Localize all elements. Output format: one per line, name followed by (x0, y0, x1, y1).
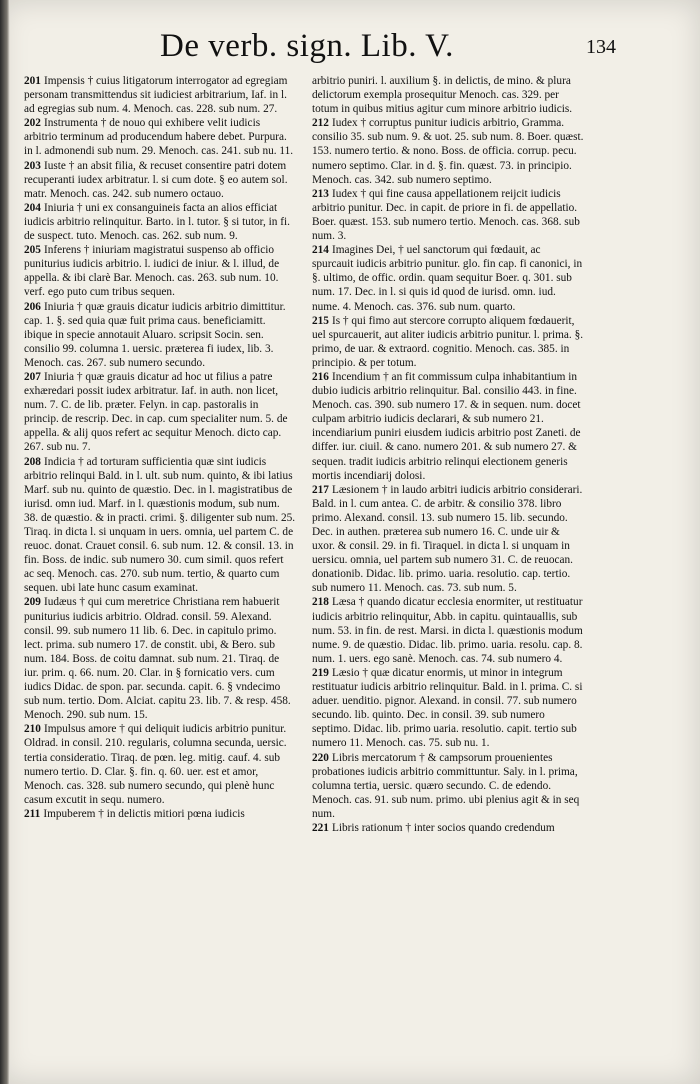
index-entry (312, 116, 584, 186)
entry-number: 202 (24, 117, 41, 130)
index-entry (312, 483, 584, 596)
entry-number: 217 (312, 483, 329, 496)
index-entry (312, 666, 584, 751)
entry-text: arbitrio puniri. l. auxilium §. in delictis, de mino. & plura delictorum exempla prosequitur Menoch. cas. 329. per totum in quibus mitius agitur cum minore arbitrio iudicis. (312, 75, 573, 116)
book-spine-shadow (0, 0, 10, 1084)
entry-number: 214 (312, 244, 329, 257)
index-entry (312, 187, 584, 243)
index-entry (24, 300, 296, 370)
index-entry (24, 807, 296, 821)
entry-number: 213 (312, 187, 329, 200)
index-entry (24, 74, 296, 116)
entry-number: 220 (312, 751, 329, 764)
entry-number: 209 (24, 596, 41, 609)
entry-number: 219 (312, 666, 329, 679)
index-entry (312, 370, 584, 483)
index-entry (312, 751, 584, 821)
entry-text: Iudex † corruptus punitur iudicis arbitrio, Gramma. consilio 35. sub num. 9. & uot. 25. sub num. 8. Boer. quæst. 153. numero tertio. & nono. Boss. de officia. corrup. pecu. numero septimo. Clar. in d. §. fin. quæst. 73. in principio. Menoch. cas. 342. sub numero septimo. (312, 117, 584, 186)
entry-text: Iuste † an absit filia, & recuset consentire patri dotem recuperanti iudex arbitratur. l. si cum dote. § eo autem sol. matr. Menoch. cas. 242. sub numero octauo. (24, 159, 288, 200)
entry-text: Indicia † ad torturam sufficientia quæ sint iudicis arbitrio relinqui Bald. in l. ult. sub num. quinto, & ibi latius Marf. sub nu. quinto de quæstio. Dec. in l. magistratibus de iurisd. omn iud. Marf. in l. quæstionis modum, sub num. 38. de quæstio. & in practi. crimi. §. diligenter sub num. 25. Tiraq. in dicta l. si unquam in uers. omnia, uel partem C. de reuoc. donat. Crauet consil. 6. sub num. 12. & consil. 13. in fin. Boss. de indic. sub numero 30. cum simil. quos refert ac seq. Menoch. cas. 270. sub num. tertio, & quarto cum sequen. ubi late hunc casum examinat. (24, 455, 296, 595)
entry-text: Iniuria † quæ grauis dicatur ad hoc ut filius a patre exhæredari possit iudex arbitratur. Iaf. in auth. non licet, num. 7. C. de lib. præter. Felyn. in cap. pastoralis in princip. de rescrip. Dec. in cap. cum specialiter num. 5. de appella. & alij quos refert ac sequitur Menoch. dicto cap. 267. sub nu. 7. (24, 370, 288, 454)
entry-number: 208 (24, 455, 41, 468)
entry-number: 216 (312, 370, 329, 383)
index-entry (312, 595, 584, 665)
entry-text: Impuberem † in delictis mitiori pœna iudicis (43, 807, 245, 820)
entry-number: 201 (24, 75, 41, 87)
entry-number: 206 (24, 300, 41, 313)
entry-number: 211 (24, 807, 41, 820)
entry-text: Iudæus † qui cum meretrice Christiana rem habuerit puniturius iudicis arbitrio. Oldrad. consil. 59. Alexand. consil. 99. sub numero 11 lib. 6. Dec. in capitulo primo. lect. prima. sub numero 17. de constit. ubi, & Bero. sub num. 184. Boss. de coitu damnat. sub num. 21. Tiraq. de iur. prim. q. 66. num. 20. Clar. in § fornicatio vers. cum iudics Didac. de spon. par. secunda. capit. 6. § vndecimo sub num. tertio. Dom. Alciat. capitu 23. lib. 7. & resp. 458. Menoch. 290. sub num. 15. (24, 596, 291, 722)
entry-text: Impensis † cuius litigatorum interrogator ad egregiam personam transmittendus sit iudiciest arbitrarium, Iaf. in l. ad egregias sub num. 4. Menoch. cas. 228. sub num. 27. (24, 75, 288, 116)
entry-number: 204 (24, 201, 41, 214)
index-entry (312, 821, 584, 835)
entry-text: Imagines Dei, † uel sanctorum qui fœdauit, ac spurcauit iudicis arbitrio punitur. glo. fin cap. fi canonici, in §. ultimo, de offic. ordin. quam sequitur Boer. q. 301. sub num. 17. Dec. in l. si quis id quod de iurisd. omn. iud. nume. 4. Menoch. cas. 376. sub num. quarto. (312, 244, 583, 313)
entry-number: 218 (312, 596, 329, 609)
page-number: 134 (586, 36, 616, 58)
entry-text: Læsio † quæ dicatur enormis, ut minor in integrum restituatur iudicis arbitrio relinquitur. Bald. in l. prima. C. si aduer. uenditio. pignor. Alexand. in consil. 77. sub numero secundo. lib. quinto. Dec. in consil. 39. sub numero septimo. Didac. lib. primo uaria. resolutio. capit. tertio sub numero 11. Menoch. cas. 75. sub nu. 1. (312, 666, 583, 750)
entry-text: Incendium † an fit commissum culpa inhabitantium in dubio iudicis arbitrio relinquitur. Bal. consilio 443. in fine. Menoch. cas. 390. sub numero 17. & in sequen. num. docet culpam arbitrio iudicis declarari, & sub numero 21. incendiarium puniri eiusdem iudicis arbitrio post Zaneti. de differ. iur. ciuil. & cano. numero 201. & sub numero 27. & sequen. tradit iudicis arbitrio relinqui electionem generis mortis incendiarij dolosi. (312, 370, 581, 482)
index-entry (312, 74, 584, 116)
index-entry (24, 243, 296, 299)
entry-text: Iniuria † uni ex consanguineis facta an alios efficiat iudicis arbitrio relinquitur. Barto. in l. tutor. § si tutor, in fi. de suspect. tuto. Menoch. cas. 262. sub num. 9. (24, 201, 290, 243)
entry-number: 203 (24, 159, 41, 172)
entry-text: Libris rationum † inter socios quando credendum (331, 821, 555, 834)
entry-number: 215 (312, 314, 329, 327)
index-entry (24, 370, 296, 455)
index-entry (24, 595, 296, 722)
entry-text: Læsionem † in laudo arbitri iudicis arbitrio considerari. Bald. in l. cum antea. C. de arbitr. & consilio 378. libro primo. Alexand. consil. 13. sub numero 15. lib. secundo. Dec. in authen. præterea sub numero 16. C. unde uir & uxor. & consil. 29. in fi. Tiraquel. in dicta l. si unquam in uersicu. omnia, uel partem sub numero 31. C. de reuocan. donationib. Didac. lib. primo. uaria. resolutio. cap. tertio. sub numero 11. Menoch. cas. 73. sub num. 5. (312, 483, 583, 595)
entry-text: Libris mercatorum † & campsorum prouenientes probationes iudicis arbitrio committuntur. Saly. in l. prima, columna tertia, uersic. quæro secundo. C. de edendo. Menoch. cas. 91. sub num. primo. ubi plenius agit & in seq num. (312, 751, 580, 820)
entry-text: Iudex † qui fine causa appellationem reijcit iudicis arbitrio punitur. Dec. in capit. de priore in fi. de appellatio. Boer. quæst. 153. sub numero tertio. Menoch. cas. 368. sub num. 3. (312, 187, 580, 243)
running-title: De verb. sign. Lib. V. (160, 28, 454, 64)
index-entry (24, 722, 296, 807)
left-column (24, 74, 296, 821)
index-entry (312, 243, 584, 313)
index-entry (24, 455, 296, 596)
entry-text: Iniuria † quæ grauis dicatur iudicis arbitrio dimittitur. cap. 1. §. sed quia quæ fuit prima caus. beneficiamitt. ibique in specie annotauit Aluaro. scripsit Socin. sen. consilio 99. columna 1. uersic. præterea fi iudex, lib. 3. Menoch. cas. 267. sub numero secundo. (24, 300, 286, 369)
index-entry (24, 201, 296, 243)
entry-number: 205 (24, 244, 41, 257)
entry-text: Instrumenta † de nouo qui exhibere velit iudicis arbitrio terminum ad producendum habere debet. Purpura. in l. admonendi sub num. 29. Menoch. cas. 241. sub nu. 11. (24, 117, 294, 158)
entry-number: 221 (312, 821, 329, 834)
entry-number: 210 (24, 723, 41, 736)
index-entry (312, 314, 584, 370)
index-entry (24, 116, 296, 158)
entry-number: 212 (312, 117, 329, 130)
entry-text: Læsa † quando dicatur ecclesia enormiter, ut restituatur iudicis arbitrio relinquitur, Abb. in capitu. quintauallis, sub num. 53. in fin. de rest. Marsi. in dicta l. quæstionis modum nume. 9. de quæstio. Didac. lib. primo. uaria. resolu. cap. 8. num. 1. uers. ego sanè. Menoch. cas. 74. sub numero 4. (312, 596, 583, 665)
entry-number: 207 (24, 370, 41, 383)
right-column (312, 74, 584, 835)
entry-text: Inferens † iniuriam magistratui suspenso ab officio puniturius iudicis arbitrio. l. iudici de iniur. & l. illud, de appella. & ibi clarè Bar. Menoch. cas. 263. sub num. 10. verf. ego puto cum tribus sequen. (24, 244, 280, 299)
index-entry (24, 159, 296, 201)
entry-text: Is † qui fimo aut stercore corrupto aliquem fœdauerit, uel spurcauerit, aut aliter iudicis arbitrio punitur. l. prima. §. primo, de uar. & extraord. cognitio. Menoch. cas. 385. in principio. & per totum. (312, 314, 584, 369)
entry-text: Impulsus amore † qui deliquit iudicis arbitrio punitur. Oldrad. in consil. 210. regularis, columna secunda, uersic. tertia consideratio. Tiraq. de pœn. leg. mitig. cauf. 4. sub numero tertio. D. Clar. §. fin. q. 60. uer. est et amor, Menoch. cas. 328. sub numero secundo, qui plenè hunc casum excutit in sequ. numero. (24, 723, 287, 806)
